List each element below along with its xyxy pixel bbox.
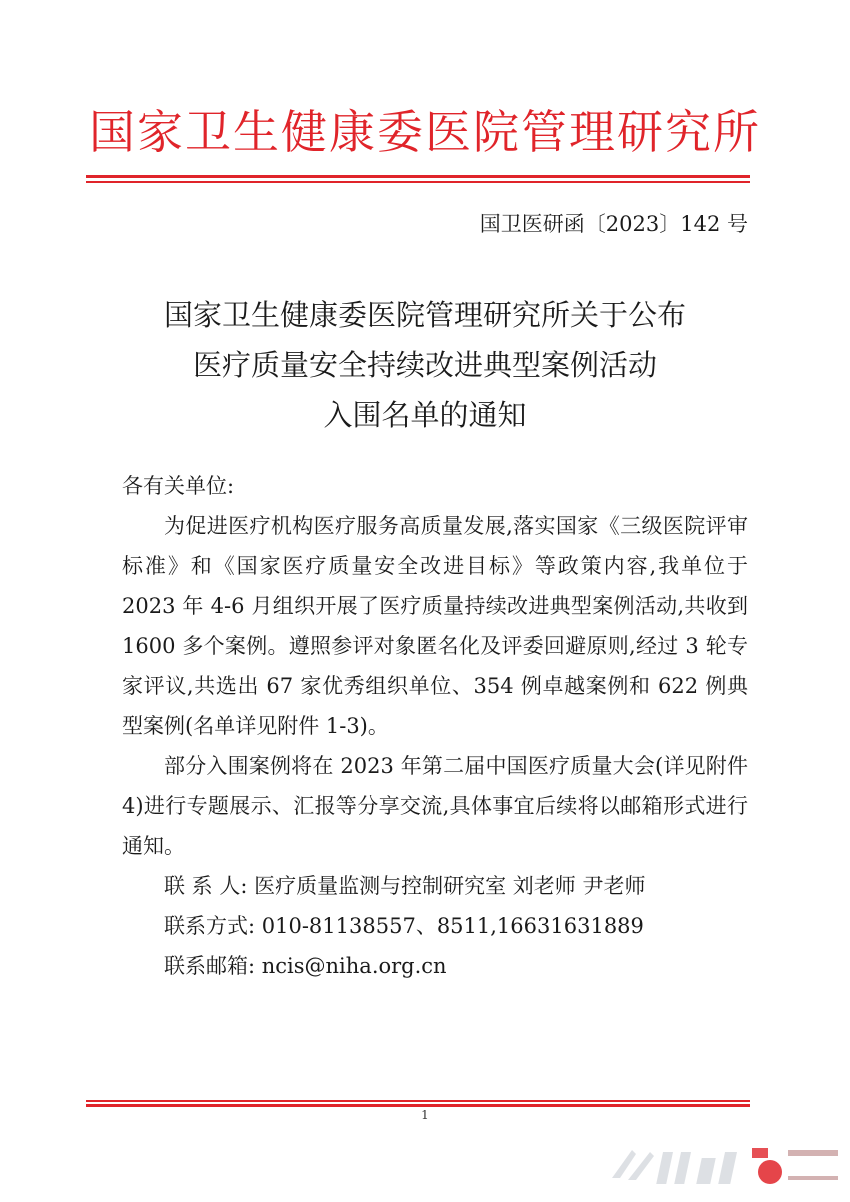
paragraph-2: 部分入围案例将在 2023 年第二届中国医疗质量大会(详见附件 4)进行专题展示、汇报等分享交流,具体事宜后续将以邮箱形式进行通知。	[122, 754, 748, 858]
page-number: 1	[421, 1108, 429, 1122]
notice-title	[0, 290, 850, 440]
header-rule-thick	[86, 175, 750, 178]
contact-person: 联 系 人: 医疗质量监测与控制研究室 刘老师 尹老师	[164, 874, 646, 898]
title-line-1: 国家卫生健康委医院管理研究所关于公布	[163, 298, 686, 332]
title-line-2: 医疗质量安全持续改进典型案例活动	[192, 348, 657, 382]
contact-email: 联系邮箱: ncis@niha.org.cn	[164, 954, 447, 978]
document-number: 国卫医研函〔2023〕142 号	[479, 212, 748, 236]
watermark-logo-icon	[602, 1138, 842, 1194]
title-line-3: 入围名单的通知	[323, 398, 527, 432]
paragraph-1: 为促进医疗机构医疗服务高质量发展,落实国家《三级医院评审标准》和《国家医疗质量安全改进目标》等政策内容,我单位于 2023 年 4-6 月组织开展了医疗质量持续改进典型案例活动,共收到 1600 多个案例。遵照参评对象匿名化及评委回避原则,经过 3 轮专家评议,共选出 67 家优秀组织单位、354 例卓越案例和 622 例典型案例(名单详见附件 1-3)。	[122, 514, 748, 738]
salutation: 各有关单位:	[122, 474, 235, 498]
org-letterhead-title: 国家卫生健康委医院管理研究所	[89, 105, 761, 159]
footer-rule-thin	[86, 1100, 750, 1102]
footer-rule-thick	[86, 1104, 750, 1107]
notice-body	[122, 466, 748, 986]
contact-phone: 联系方式: 010-81138557、8511,16631631889	[164, 914, 644, 938]
header-rule-thin	[86, 181, 750, 183]
